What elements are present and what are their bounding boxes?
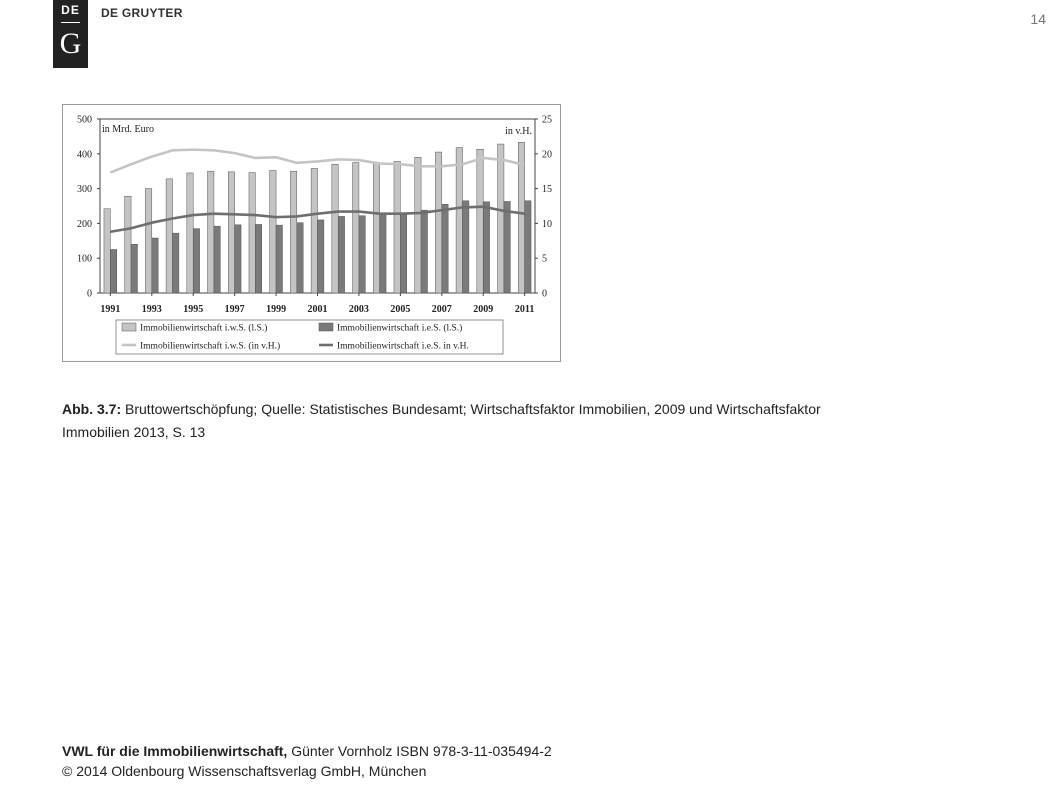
book-details: Günter Vornholz ISBN 978-3-11-035494-2 bbox=[291, 743, 552, 759]
bar-ies bbox=[442, 204, 448, 293]
y-right-tick-label: 0 bbox=[542, 288, 547, 300]
legend-label: Immobilienwirtschaft i.e.S. in v.H. bbox=[337, 341, 469, 352]
bar-iws bbox=[145, 189, 151, 293]
bar-iws bbox=[228, 172, 234, 293]
bar-ies bbox=[255, 224, 261, 293]
bar-ies bbox=[235, 225, 241, 293]
y-right-tick-label: 5 bbox=[542, 253, 547, 265]
bar-ies bbox=[131, 244, 137, 293]
bar-iws bbox=[270, 171, 276, 293]
bar-iws bbox=[394, 161, 400, 293]
logo-de-text: DE bbox=[61, 3, 80, 17]
x-tick-label: 1993 bbox=[141, 304, 162, 315]
bar-ies bbox=[483, 202, 489, 293]
de-gruyter-logo bbox=[53, 0, 88, 68]
logo-g-letter: G bbox=[59, 27, 82, 60]
bar-ies bbox=[276, 225, 282, 293]
bar-ies bbox=[380, 215, 386, 293]
bar-iws bbox=[415, 157, 421, 293]
bar-ies bbox=[504, 201, 510, 293]
y-right-tick-label: 15 bbox=[542, 184, 552, 196]
bar-iws bbox=[373, 163, 379, 294]
logo-divider bbox=[61, 22, 80, 23]
bar-iws bbox=[249, 173, 255, 293]
y-right-tick-label: 20 bbox=[542, 149, 552, 161]
y-right-axis-label: in v.H. bbox=[505, 126, 532, 137]
bar-ies bbox=[359, 216, 365, 293]
legend-swatch bbox=[122, 323, 136, 331]
bar-ies bbox=[173, 233, 179, 293]
book-title: VWL für die Immobilienwirtschaft, bbox=[62, 743, 288, 759]
y-left-axis-label: in Mrd. Euro bbox=[102, 124, 154, 135]
bar-iws bbox=[187, 173, 193, 293]
bar-ies bbox=[152, 238, 158, 293]
bar-ies bbox=[525, 201, 531, 293]
y-left-tick-label: 400 bbox=[77, 149, 92, 161]
chart bbox=[63, 105, 560, 361]
y-left-tick-label: 0 bbox=[87, 288, 92, 300]
caption-label: Abb. 3.7: bbox=[62, 401, 122, 417]
legend-label: Immobilienwirtschaft i.w.S. (l.S.) bbox=[140, 323, 268, 334]
bar-iws bbox=[125, 196, 131, 293]
y-right-tick-label: 10 bbox=[542, 218, 552, 230]
bar-iws bbox=[477, 149, 483, 293]
x-tick-label: 2003 bbox=[348, 304, 369, 315]
y-left-tick-label: 300 bbox=[77, 184, 92, 196]
y-right-tick-label: 25 bbox=[542, 114, 552, 126]
bar-ies bbox=[400, 213, 406, 293]
chart-frame bbox=[62, 104, 561, 362]
bar-iws bbox=[332, 164, 338, 293]
x-tick-label: 1999 bbox=[266, 304, 287, 315]
x-tick-label: 2005 bbox=[390, 304, 411, 315]
publisher-name: DE GRUYTER bbox=[101, 6, 183, 20]
bar-ies bbox=[297, 223, 303, 293]
x-tick-label: 2001 bbox=[307, 304, 328, 315]
bar-iws bbox=[498, 144, 504, 293]
x-tick-label: 2011 bbox=[514, 304, 535, 315]
y-left-tick-label: 200 bbox=[77, 218, 92, 230]
bar-ies bbox=[193, 229, 199, 293]
bar-ies bbox=[463, 201, 469, 293]
copyright: © 2014 Oldenbourg Wissenschaftsverlag GmbH, München bbox=[62, 763, 427, 779]
x-tick-label: 1995 bbox=[183, 304, 204, 315]
legend-label: Immobilienwirtschaft i.e.S. (l.S.) bbox=[337, 323, 463, 334]
bar-ies bbox=[421, 210, 427, 293]
y-left-tick-label: 500 bbox=[77, 114, 92, 126]
footer bbox=[62, 741, 552, 781]
bar-iws bbox=[435, 152, 441, 293]
bar-iws bbox=[456, 148, 462, 293]
bar-ies bbox=[338, 216, 344, 293]
legend-label: Immobilienwirtschaft i.w.S. (in v.H.) bbox=[140, 341, 281, 352]
figure-caption bbox=[62, 398, 822, 444]
legend-swatch bbox=[319, 323, 333, 331]
bar-iws bbox=[311, 168, 317, 293]
x-tick-label: 2007 bbox=[431, 304, 452, 315]
x-tick-label: 1991 bbox=[100, 304, 121, 315]
caption-text: Bruttowertschöpfung; Quelle: Statistisches Bundesamt; Wirtschaftsfaktor Immobilien, 2009 und Wirtschaftsfaktor Immobilien 2013, S. 13 bbox=[62, 401, 821, 440]
y-left-tick-label: 100 bbox=[77, 253, 92, 265]
bar-iws bbox=[208, 171, 214, 293]
bar-ies bbox=[214, 226, 220, 293]
page-number: 14 bbox=[1030, 11, 1046, 27]
bar-ies bbox=[110, 250, 116, 294]
bar-ies bbox=[318, 220, 324, 293]
bar-iws bbox=[166, 179, 172, 293]
x-tick-label: 2009 bbox=[473, 304, 494, 315]
bar-iws bbox=[104, 209, 110, 293]
x-tick-label: 1997 bbox=[224, 304, 245, 315]
bar-iws bbox=[290, 171, 296, 293]
bar-iws bbox=[353, 163, 359, 294]
